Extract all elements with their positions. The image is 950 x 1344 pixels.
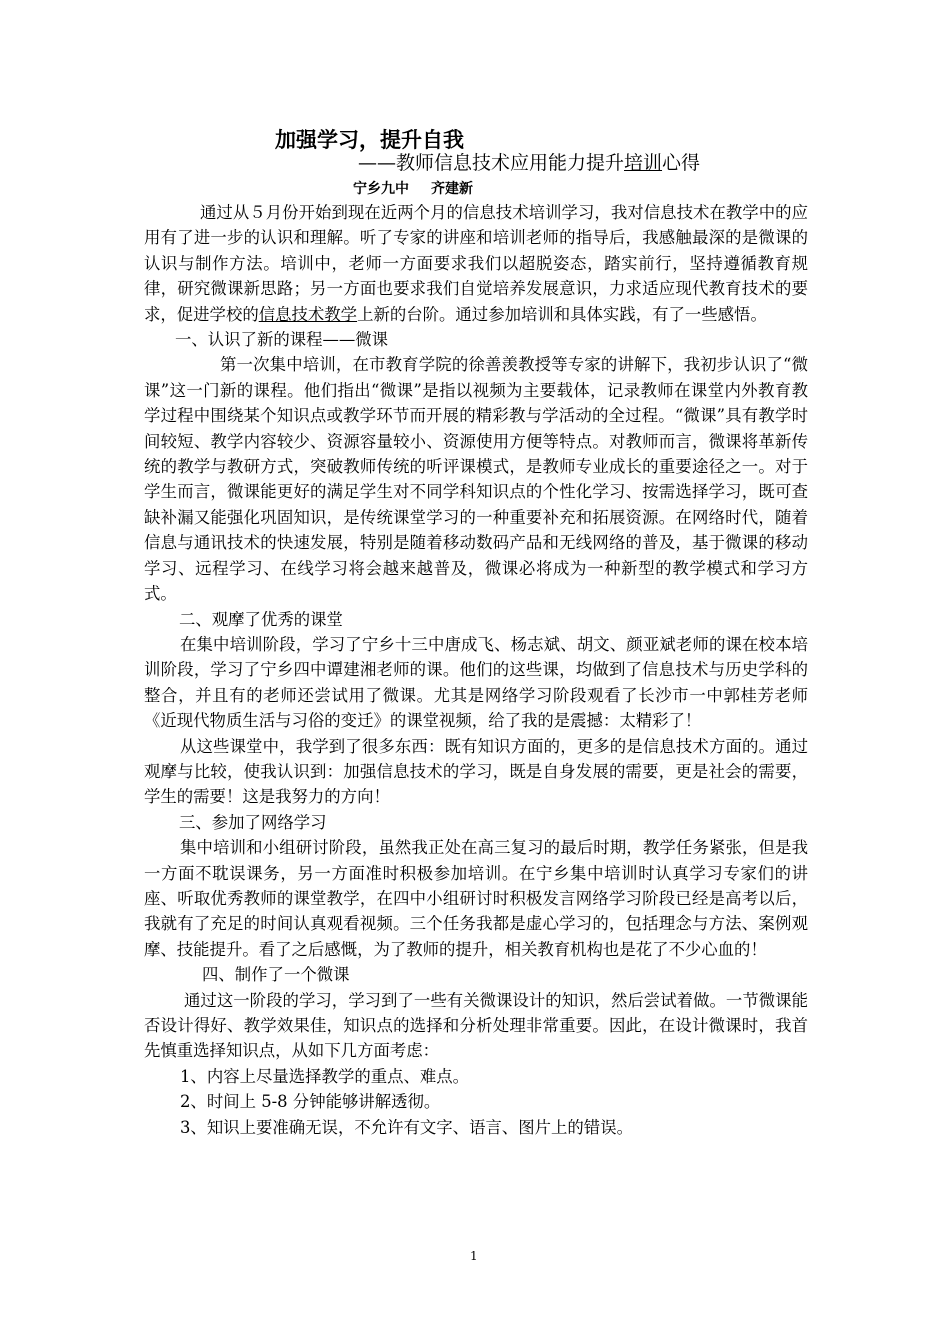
section-4-paragraph: 通过这一阶段的学习，学习到了一些有关微课设计的知识，然后尝试着做。一节微课能否设计得好、教学效果佳，知识点的选择和分析处理非常重要。因此，在设计微课时，我首先慎重选择知识点，从如下几方面考虑： bbox=[144, 990, 808, 1061]
section-4-heading: 四、制作了一个微课 bbox=[202, 965, 350, 985]
subtitle-underlined-text: 培训 bbox=[624, 152, 663, 174]
section-1-heading: 一、认识了新的课程——微课 bbox=[175, 330, 389, 350]
list-item: 2、时间上 5-8 分钟能够讲解透彻。 bbox=[180, 1092, 441, 1112]
section-2-heading: 二、观摩了优秀的课堂 bbox=[179, 609, 343, 629]
section-3-paragraph: 集中培训和小组研讨阶段，虽然我正处在高三复习的最后时期，教学任务紧张，但是我一方面不耽误课务，另一方面准时积极参加培训。在宁乡集中培训时认真学习专家们的讲座、听取优秀教师的课堂教学，在四中小组研讨时积极发言网络学习阶段已经是高考以后，我就有了充足的时间认真观看视频。三个任务我都是虚心学习的，包括理念与方法、案例观摩、技能提升。看了之后感慨，为了教师的提升，相关教育机构也是花了不少心血的！ bbox=[144, 838, 808, 959]
subtitle-suffix: 心得 bbox=[662, 152, 701, 174]
document-body bbox=[144, 200, 808, 1140]
page-number: 1 bbox=[470, 1249, 478, 1263]
list-item: 1、内容上尽量选择教学的重点、难点。 bbox=[180, 1066, 470, 1086]
author-name: 齐建新 bbox=[431, 181, 473, 197]
subtitle-prefix: ——教师信息技术应用能力提升 bbox=[358, 152, 625, 174]
intro-paragraph: 通过从５月份开始到现在近两个月的信息技术培训学习，我对信息技术在教学中的应用有了进一步的认识和理解。听了专家的讲座和培训老师的指导后，我感触最深的是微课的认识与制作方法。培训中，老师一方面要求我们以超脱姿态，踏实前行，坚持遵循教育规律，研究微课新思路；另一方面也要求我们自觉培养发展意识，力求适应现代教育技术的要求，促进学校的信息技术教学上新的台阶。通过参加培训和具体实践，有了一些感悟。 bbox=[144, 203, 808, 324]
document-title: 加强学习，提升自我 bbox=[275, 128, 464, 152]
document-subtitle bbox=[358, 148, 700, 175]
author-line bbox=[353, 178, 473, 198]
list-item: 3、知识上要准确无误，不允许有文字、语言、图片上的错误。 bbox=[180, 1117, 633, 1137]
section-3-heading: 三、参加了网络学习 bbox=[179, 812, 327, 832]
section-2-paragraph-1: 在集中培训阶段，学习了宁乡十三中唐成飞、杨志斌、胡文、颜亚斌老师的课在校本培训阶段，学习了宁乡四中谭建湘老师的课。他们的这些课，均做到了信息技术与历史学科的整合，并且有的老师还尝试用了微课。尤其是网络学习阶段观看了长沙市一中郭桂芳老师《近现代物质生活与习俗的变迁》的课堂视频，给了我的是震撼：太精彩了！ bbox=[144, 634, 808, 731]
section-1-paragraph: 第一次集中培训，在市教育学院的徐善羡教授等专家的讲解下，我初步认识了“微课”这一门新的课程。他们指出“微课”是指以视频为主要载体，记录教师在课堂内外教育教学过程中围绕某个知识点或教学环节而开展的精彩教与学活动的全过程。“微课”具有教学时间较短、教学内容较少、资源容量较小、资源使用方便等特点。对教师而言，微课将革新传统的教学与教研方式，突破教师传统的听评课模式，是教师专业成长的重要途径之一。对于学生而言，微课能更好的满足学生对不同学科知识点的个性化学习、按需选择学习，既可查缺补漏又能强化巩固知识，是传统课堂学习的一种重要补充和拓展资源。在网络时代，随着信息与通讯技术的快速发展，特别是随着移动数码产品和无线网络的普及，基于微课的移动学习、远程学习、在线学习将会越来越普及，微课必将成为一种新型的教学模式和学习方式。 bbox=[144, 355, 808, 604]
section-2-paragraph-2: 从这些课堂中，我学到了很多东西：既有知识方面的，更多的是信息技术方面的。通过观摩与比较，使我认识到：加强信息技术的学习，既是自身发展的需要，更是社会的需要，学生的需要！这是我努力的方向！ bbox=[144, 736, 808, 807]
author-school: 宁乡九中 bbox=[353, 181, 409, 197]
intro-link-text: 信息技术教学 bbox=[258, 304, 358, 324]
